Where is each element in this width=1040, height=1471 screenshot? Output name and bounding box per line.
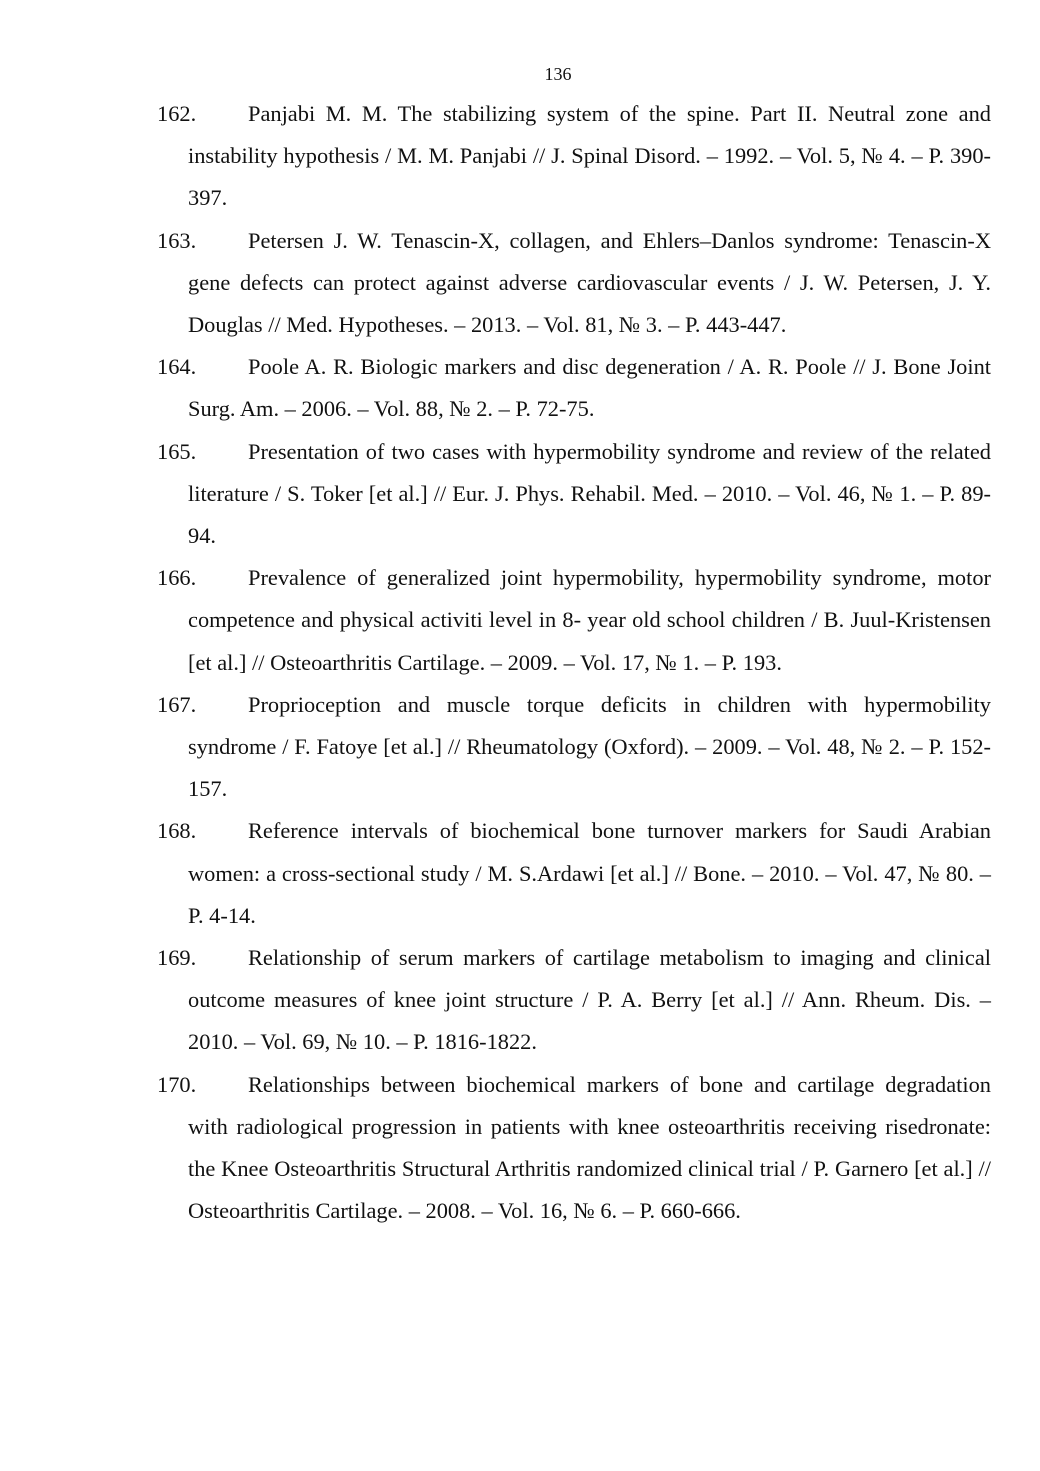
reference-item xyxy=(157,937,991,1064)
reference-item xyxy=(157,1064,991,1233)
reference-number: 162. xyxy=(157,101,197,126)
reference-text: Petersen J. W. Tenascin-X, collagen, and Ehlers–Danlos syndrome: Tenascin-X gene defects can protect against adverse cardiovascular events / J. W. Petersen, J. Y. Douglas // Med. Hypotheses. – 2013. – Vol. 81, № 3. – P. 443-447. xyxy=(188,227,991,338)
reference-number: 170. xyxy=(157,1071,197,1097)
reference-number: 168. xyxy=(157,818,197,844)
reference-number: 164. xyxy=(157,354,197,380)
reference-text: Presentation of two cases with hypermobility syndrome and review of the related literature / S. Toker [et al.] // Eur. J. Phys. Rehabil. Med. – 2010. – Vol. 46, № 1. – P. 89-94. xyxy=(188,438,991,549)
reference-item xyxy=(157,93,991,220)
page-number: 136 xyxy=(544,64,572,84)
reference-text: Prevalence of generalized joint hypermobility, hypermobility syndrome, motor competence and physical activiti level in 8- year old school children / B. Juul-Kristensen [et al.] // Osteoarthritis Cartilage. – 2009. – Vol. 17, № 1. – P. 193. xyxy=(188,565,991,675)
reference-number: 169. xyxy=(157,945,197,971)
reference-item xyxy=(157,346,991,430)
reference-text: Relationships between biochemical markers of bone and cartilage degradation with radiological progression in patients with knee osteoarthritis receiving risedronate: the Knee Osteoarthritis Structural Arthritis randomized clinical trial / P. Garnero [et al.] // Osteoarthritis Cartilage. – 2008. – Vol. 16, № 6. – P. 660-666. xyxy=(188,1071,991,1224)
reference-item xyxy=(157,557,991,684)
reference-number: 166. xyxy=(157,565,197,591)
reference-text: Poole A. R. Biologic markers and disc degeneration / A. R. Poole // J. Bone Joint Surg. Am. – 2006. – Vol. 88, № 2. – P. 72-75. xyxy=(188,354,991,422)
reference-number: 165. xyxy=(157,438,197,464)
reference-number: 163. xyxy=(157,227,197,253)
reference-item xyxy=(157,684,991,811)
reference-item xyxy=(157,810,991,937)
reference-text: Proprioception and muscle torque deficits in children with hypermobility syndrome / F. Fatoye [et al.] // Rheumatology (Oxford). – 2009. – Vol. 48, № 2. – P. 152-157. xyxy=(188,691,991,802)
reference-text: Relationship of serum markers of cartilage metabolism to imaging and clinical outcome measures of knee joint structure / P. A. Berry [et al.] // Ann. Rheum. Dis. – 2010. – Vol. 69, № 10. – P. 1816-1822. xyxy=(188,945,991,1055)
reference-item xyxy=(157,220,991,347)
reference-item xyxy=(157,431,991,558)
reference-text: Reference intervals of biochemical bone turnover markers for Saudi Arabian women: a cross-sectional study / M. S.Ardawi [et al.] // Bone. – 2010. – Vol. 47, № 80. – P. 4-14. xyxy=(188,818,991,928)
reference-text: Panjabi M. M. The stabilizing system of the spine. Part II. Neutral zone and instability hypothesis / M. M. Panjabi // J. Spinal Disord. – 1992. – Vol. 5, № 4. – P. 390-397. xyxy=(188,101,991,211)
reference-list xyxy=(157,93,991,1232)
reference-number: 167. xyxy=(157,691,197,717)
